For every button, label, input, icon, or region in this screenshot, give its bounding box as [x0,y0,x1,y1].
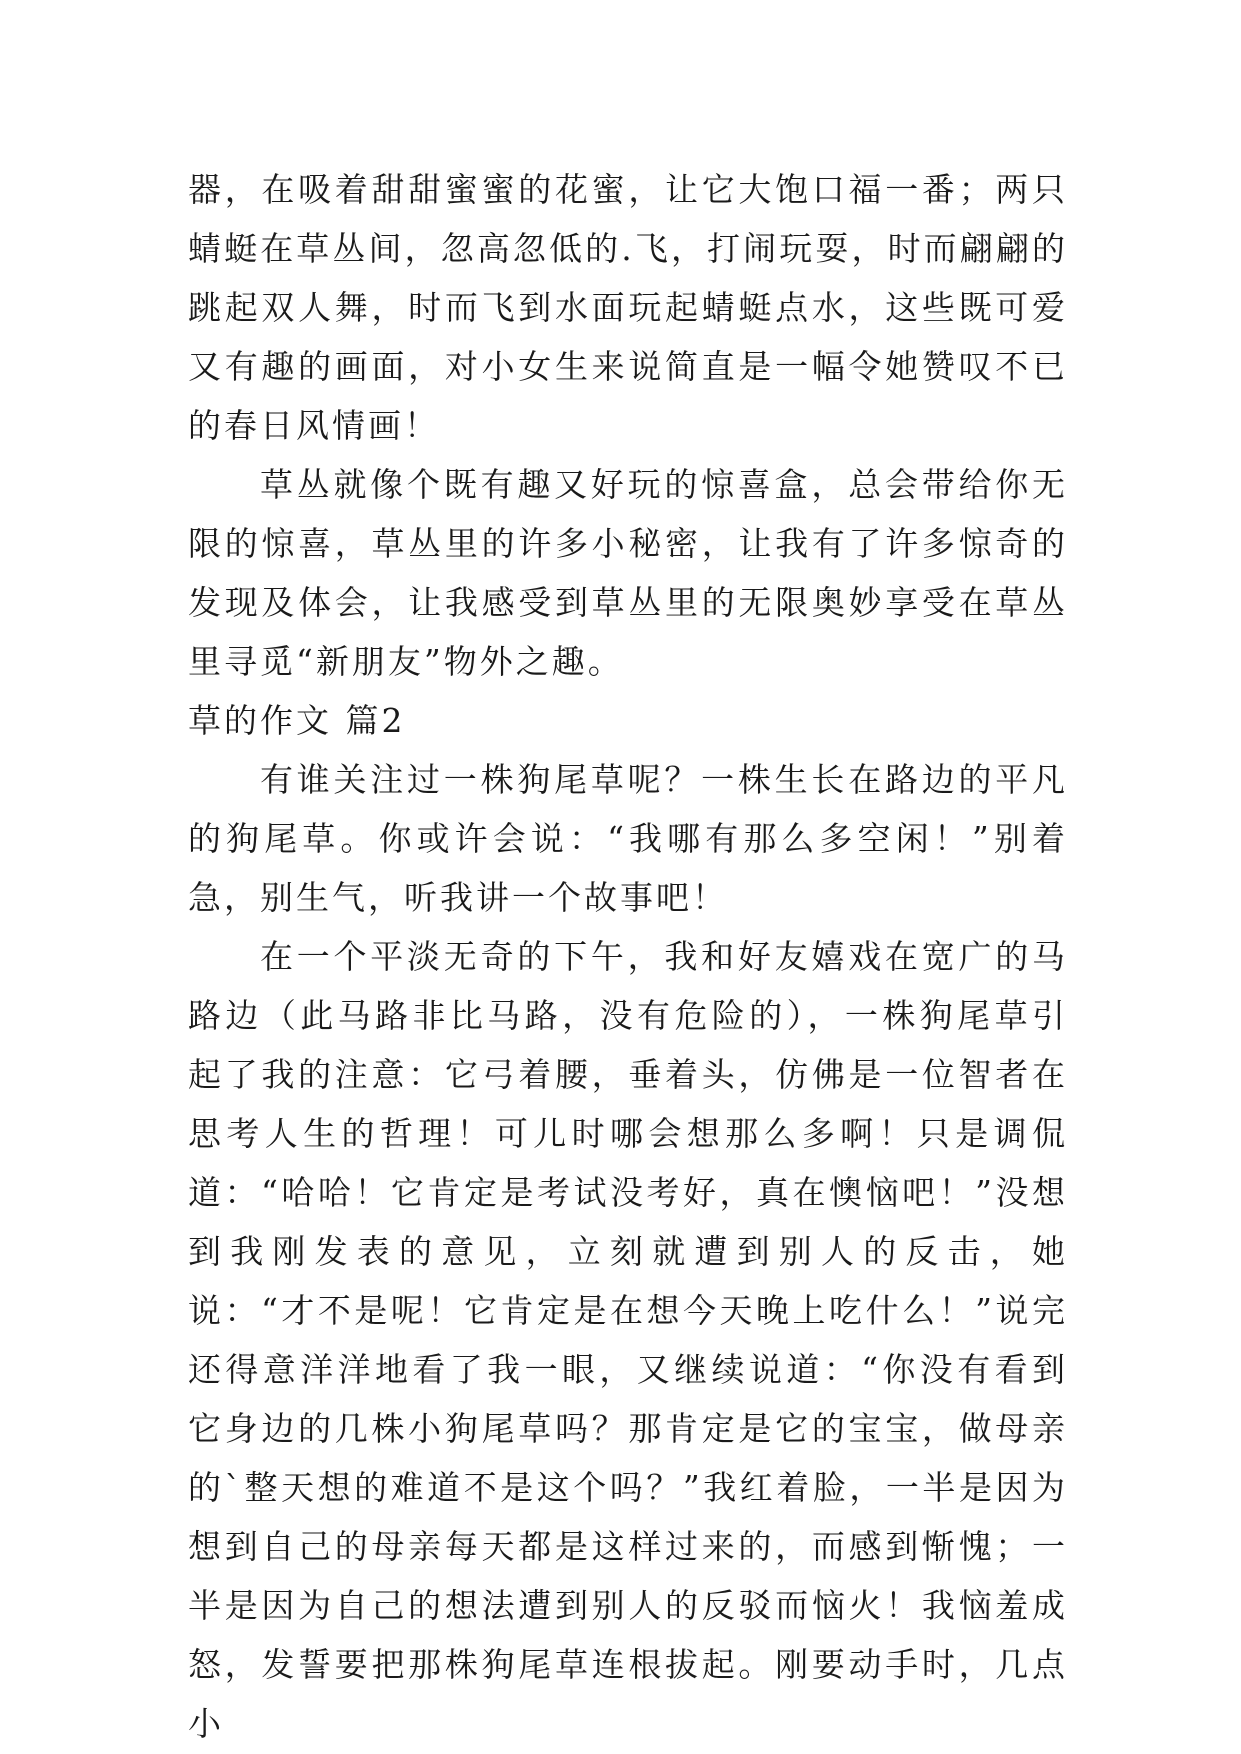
paragraph-grass-surprise: 草丛就像个既有趣又好玩的惊喜盒，总会带给你无限的惊喜，草丛里的许多小秘密，让我有了许多惊奇的发现及体会，让我感受到草丛里的无限奥妙享受在草丛里寻觅“新朋友”物外之趣。 [188,465,1068,681]
paragraph-foxtail-story: 在一个平淡无奇的下午，我和好友嬉戏在宽广的马路边（此马路非比马路，没有危险的），一株狗尾草引起了我的注意：它弓着腰，垂着头，仿佛是一位智者在思考人生的哲理！可儿时哪会想那么多啊！只是调侃道：“哈哈！它肯定是考试没考好，真在懊恼吧！”没想到我刚发表的意见，立刻就遭到别人的反击，她说：“才不是呢！它肯定是在想今天晚上吃什么！”说完还得意洋洋地看了我一眼，又继续说道：“你没有看到它身边的几株小狗尾草吗？那肯定是它的宝宝，做母亲的`整天想的难道不是这个吗？”我红着脸，一半是因为想到自己的母亲每天都是这样过来的，而感到惭愧；一半是因为自己的想法遭到别人的反驳而恼火！我恼羞成怒，发誓要把那株狗尾草连根拔起。刚要动手时，几点小 [188,937,1068,1743]
paragraph-continuation: 器，在吸着甜甜蜜蜜的花蜜，让它大饱口福一番；两只蜻蜓在草丛间，忽高忽低的.飞，打闹玩耍，时而翩翩的跳起双人舞，时而飞到水面玩起蜻蜓点水，这些既可爱又有趣的画面，对小女生来说简直是一幅令她赞叹不已的春日风情画！ [188,170,1068,445]
document-body [188,160,1068,1753]
paragraph-foxtail-intro: 有谁关注过一株狗尾草呢？一株生长在路边的平凡的狗尾草。你或许会说：“我哪有那么多空闲！”别着急，别生气，听我讲一个故事吧！ [188,760,1068,917]
section-heading: 草的作文 篇2 [188,701,406,740]
